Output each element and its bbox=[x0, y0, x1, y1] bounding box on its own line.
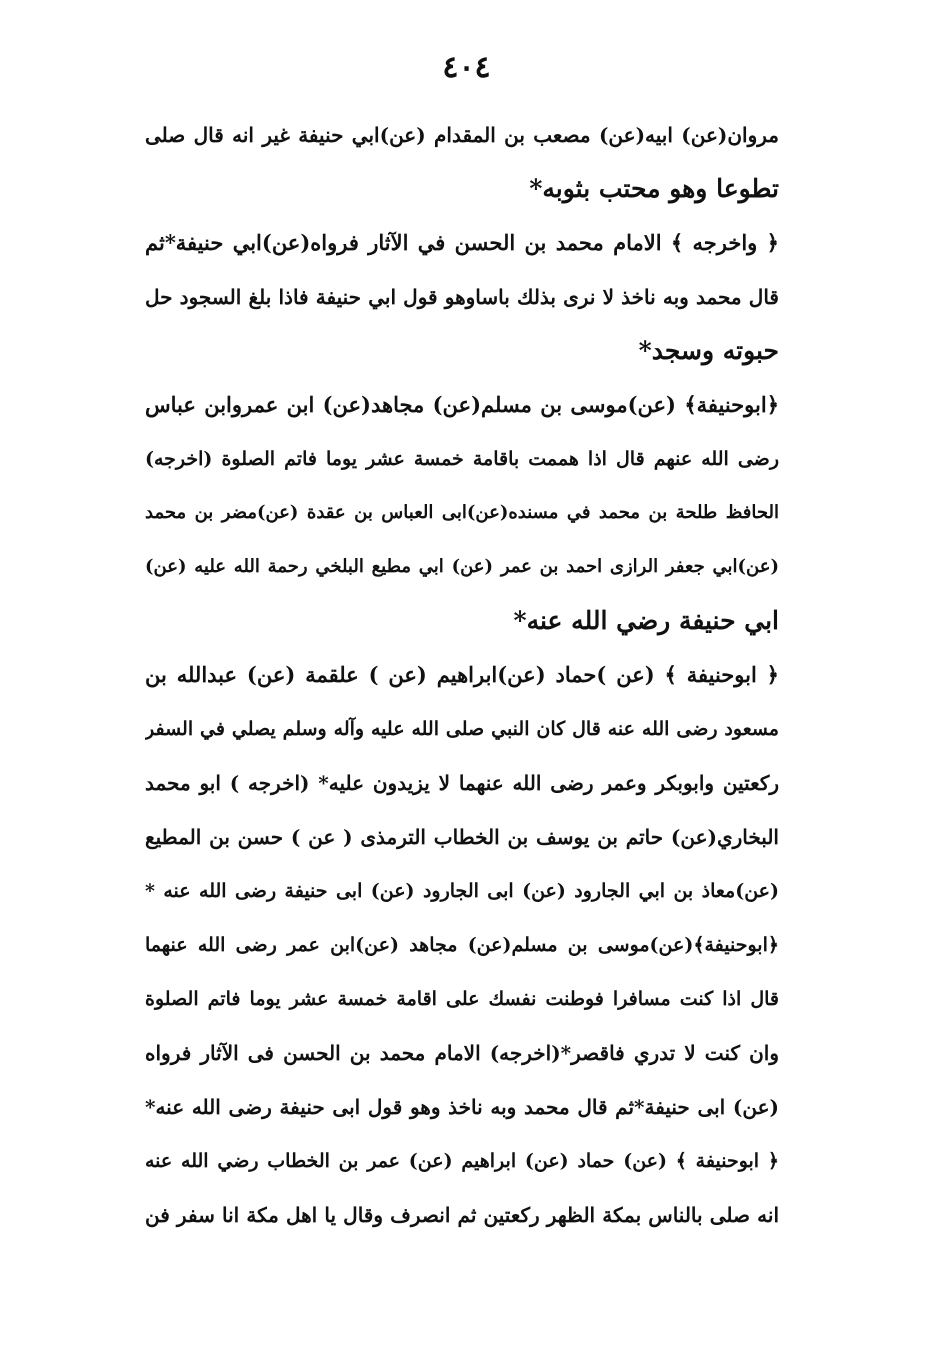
text-line: البخاري(عن) حاتم بن يوسف بن الخطاب الترمذى ( عن ) حسن بن المطيع bbox=[145, 825, 779, 849]
text-line: وان كنت لا تدري فاقصر*(اخرجه) الامام محمد بن الحسن فى الآثار فرواه bbox=[145, 1041, 779, 1065]
text-line: حبوته وسجد* bbox=[638, 336, 779, 365]
text-line: (عن) ابى حنيفة*ثم قال محمد وبه ناخذ وهو قول ابى حنيفة رضى الله عنه* bbox=[145, 1095, 779, 1119]
text-line: قال محمد وبه ناخذ لا نرى بذلك باساوهو قول ابي حنيفة فاذا بلغ السجود حل bbox=[145, 285, 779, 309]
text-line: (عن)ابي جعفر الرازى احمد بن عمر (عن) ابي مطيع البلخي رحمة الله عليه (عن) bbox=[145, 556, 779, 577]
text-line: (عن)معاذ بن ابي الجارود (عن) ابى الجارود (عن) ابى حنيفة رضى الله عنه * bbox=[145, 880, 779, 902]
text-line: ﴿ واخرجه ﴾ الامام محمد بن الحسن في الآثار فرواه(عن)ابي حنيفة*ثم bbox=[145, 230, 779, 255]
text-line: الحافظ طلحة بن محمد في مسنده(عن)ابى العباس بن عقدة (عن)مضر بن محمد bbox=[145, 502, 779, 523]
text-line: قال اذا كنت مسافرا فوطنت نفسك على اقامة خمسة عشر يوما فاتم الصلوة bbox=[145, 988, 779, 1010]
text-line: ابي حنيفة رضي الله عنه* bbox=[513, 606, 779, 635]
text-line: انه صلى بالناس بمكة الظهر ركعتين ثم انصرف وقال يا اهل مكة انا سفر فن bbox=[145, 1203, 779, 1227]
page-number: ٤٠٤ bbox=[442, 50, 491, 85]
text-line: ﴿ ابوحنيفة ﴾ (عن )حماد (عن)ابراهيم (عن ) علقمة (عن) عبدالله بن bbox=[145, 662, 779, 687]
text-line: رضى الله عنهم قال اذا هممت باقامة خمسة عشر يوما فاتم الصلوة (اخرجه) bbox=[145, 448, 779, 470]
text-line: ﴿ابوحنيفة﴾ (عن)موسى بن مسلم(عن) مجاهد(عن) ابن عمروابن عباس bbox=[145, 392, 779, 417]
text-line: مسعود رضى الله عنه قال كان النبي صلى الله عليه وآله وسلم يصلي في السفر bbox=[145, 718, 779, 740]
text-line: ركعتين وابوبكر وعمر رضى الله عنهما لا يزيدون عليه* (اخرجه ) ابو محمد bbox=[145, 771, 779, 795]
text-line: مروان(عن) ابيه(عن) مصعب بن المقدام (عن)ابي حنيفة غير انه قال صلى bbox=[145, 123, 779, 147]
body-text bbox=[145, 108, 779, 1242]
text-line: ﴿ ابوحنيفة ﴾ (عن) حماد (عن) ابراهيم (عن) عمر بن الخطاب رضي الله عنه bbox=[145, 1150, 779, 1172]
text-line: ﴿ابوحنيفة﴾(عن)موسى بن مسلم(عن) مجاهد (عن)ابن عمر رضى الله عنهما bbox=[145, 934, 779, 956]
text-line: تطوعا وهو محتب بثوبه* bbox=[529, 174, 779, 203]
